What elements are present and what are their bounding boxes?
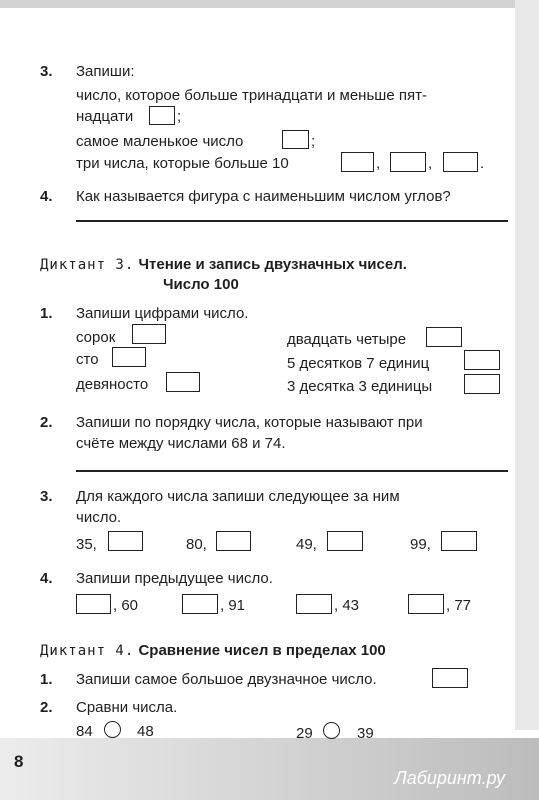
given-number: , 60 (113, 597, 139, 614)
number-word: двадцать четыре (287, 331, 407, 348)
number-word: 5 десятков 7 единиц (287, 355, 430, 372)
answer-box[interactable] (282, 130, 309, 149)
task-text: Запиши цифрами число. (76, 305, 249, 322)
answer-box[interactable] (441, 531, 477, 551)
punctuation: , (428, 155, 433, 172)
watermark: Лабиринт.ру (394, 768, 505, 788)
dictation-heading (40, 642, 386, 660)
task-text: надцати (76, 108, 134, 125)
dictation-title: Чтение и запись двузначных чисел. (138, 256, 407, 273)
answer-box[interactable] (182, 594, 218, 614)
compare-circle[interactable] (323, 722, 340, 739)
compare-number: 48 (137, 723, 154, 740)
given-number: , 77 (446, 597, 472, 614)
compare-number: 84 (76, 723, 93, 740)
answer-box[interactable] (341, 152, 374, 172)
task-title: Запиши: (76, 63, 135, 80)
answer-box[interactable] (327, 531, 363, 551)
dictation-label: Диктант 4. (40, 643, 135, 659)
dictation-heading (40, 256, 407, 274)
given-number: , 91 (220, 597, 246, 614)
task-text: три числа, которые больше 10 (76, 155, 289, 172)
answer-line[interactable] (76, 470, 508, 472)
given-number: , 43 (334, 597, 360, 614)
answer-box[interactable] (166, 372, 200, 392)
dictation-title: Сравнение чисел в пределах 100 (138, 642, 386, 659)
compare-circle[interactable] (104, 721, 121, 738)
answer-box[interactable] (432, 668, 468, 688)
task-text: Запиши по порядку числа, которые называют при (76, 414, 423, 431)
answer-box[interactable] (443, 152, 478, 172)
number-word: сто (76, 351, 99, 368)
punctuation: ; (311, 133, 316, 150)
task-text: число. (76, 509, 122, 526)
answer-line[interactable] (76, 220, 508, 222)
answer-box[interactable] (216, 531, 251, 551)
given-number: 49, (296, 536, 317, 553)
task-number: 3. (40, 63, 53, 80)
answer-box[interactable] (149, 106, 175, 125)
punctuation: ; (177, 108, 182, 125)
compare-number: 29 (296, 725, 313, 742)
answer-box[interactable] (464, 374, 500, 394)
answer-box[interactable] (132, 324, 166, 344)
task-text: Запиши предыдущее число. (76, 570, 273, 587)
number-word: сорок (76, 329, 116, 346)
answer-box[interactable] (76, 594, 111, 614)
top-border (0, 0, 539, 8)
task-text: самое маленькое число (76, 133, 244, 150)
given-number: 80, (186, 536, 207, 553)
task-number: 1. (40, 305, 53, 322)
answer-box[interactable] (464, 350, 500, 370)
task-number: 3. (40, 488, 53, 505)
task-text: Как называется фигура с наименьшим числом углов? (76, 188, 451, 205)
task-number: 2. (40, 414, 53, 431)
answer-box[interactable] (108, 531, 143, 551)
compare-number: 39 (357, 725, 374, 742)
task-number: 2. (40, 699, 53, 716)
given-number: 35, (76, 536, 97, 553)
task-number: 1. (40, 671, 53, 688)
page-number: 8 (14, 752, 24, 771)
answer-box[interactable] (390, 152, 426, 172)
punctuation: , (376, 155, 381, 172)
number-word: девяносто (76, 376, 149, 393)
dictation-title: Число 100 (163, 276, 239, 293)
dictation-label: Диктант 3. (40, 257, 135, 273)
task-text: Сравни числа. (76, 699, 178, 716)
task-text: счёте между числами 68 и 74. (76, 435, 286, 452)
answer-box[interactable] (296, 594, 332, 614)
task-number: 4. (40, 188, 53, 205)
task-text: число, которое больше тринадцати и меньше пят- (76, 87, 427, 104)
answer-box[interactable] (426, 327, 462, 347)
task-text: Для каждого числа запиши следующее за ним (76, 488, 400, 505)
answer-box[interactable] (408, 594, 444, 614)
given-number: 99, (410, 536, 431, 553)
right-margin (515, 0, 539, 730)
task-number: 4. (40, 570, 53, 587)
task-text: Запиши самое большое двузначное число. (76, 671, 377, 688)
punctuation: . (480, 155, 485, 172)
number-word: 3 десятка 3 единицы (287, 378, 433, 395)
answer-box[interactable] (112, 347, 146, 367)
